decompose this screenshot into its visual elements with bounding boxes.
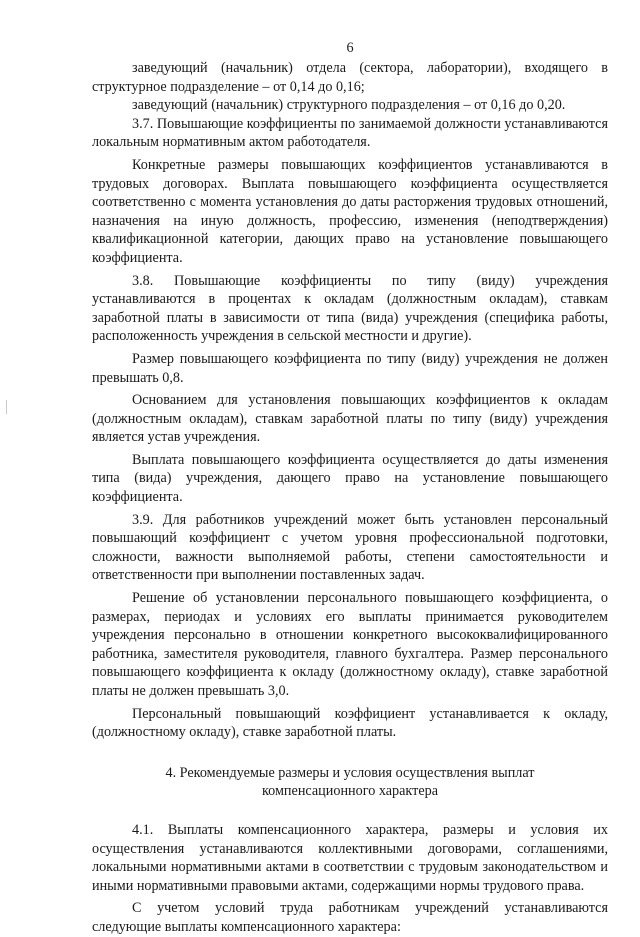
paragraph: Решение об установлении персонального повышающего коэффициента, о размерах, периодах и условиях его выплаты принимается руководителем учреждения персонально в отношении конкретного высококвалифицированного работника, заместителя руководителя, главного бухгалтера. Размер персонального повышающего коэффициента к окладу (должностному окладу), ставке заработной платы не должен превышать 3,0. <box>92 590 608 699</box>
paragraph: заведующий (начальник) отдела (сектора, лаборатории), входящего в структурное подразделение – от 0,14 до 0,16; <box>92 60 608 95</box>
page-number: 6 <box>346 40 354 56</box>
paragraph: Размер повышающего коэффициента по типу (виду) учреждения не должен превышать 0,8. <box>92 350 608 386</box>
paragraph: Выплата повышающего коэффициента осуществляется до даты изменения типа (вида) учреждения, дающего право на установление повышающего коэффициента. <box>92 451 608 506</box>
section-heading <box>92 764 608 801</box>
paragraph: 3.8. Повышающие коэффициенты по типу (виду) учреждения устанавливаются в процентах к окладам (должностным окладам), ставкам заработной платы в зависимости от типа (вида) учреждения (специфика работы, расположенность учреждения в сельской местности и другие). <box>92 272 608 345</box>
section-heading-line-2: компенсационного характера <box>261 783 439 800</box>
paragraph: 4.1. Выплаты компенсационного характера, размеры и условия их осуществления устанавливаются коллективными договорами, соглашениями, локальными нормативными актами в соответствии с трудовым законодательством и иными нормативными правовыми актами, содержащими нормы трудового права. <box>92 821 608 894</box>
section-heading-line-1: 4. Рекомендуемые размеры и условия осуществления выплат <box>165 764 535 781</box>
paragraph: С учетом условий труда работникам учреждений устанавливаются следующие выплаты компенсационного характера: <box>92 900 608 935</box>
paragraph: 3.9. Для работников учреждений может быть установлен персональный повышающий коэффициент с учетом уровня профессиональной подготовки, сложности, важности выполняемой работы, степени самостоятельности и ответственности при выполнении поставленных задач. <box>92 511 608 584</box>
paragraph: заведующий (начальник) структурного подразделения – от 0,16 до 0,20. <box>132 97 566 114</box>
paragraph: Основанием для установления повышающих коэффициентов к окладам (должностным окладам), ставкам заработной платы по типу (виду) учреждения является устав учреждения. <box>92 392 608 446</box>
paragraph: 3.7. Повышающие коэффициенты по занимаемой должности устанавливаются локальным нормативным актом работодателя. <box>92 115 608 151</box>
paragraph: Персональный повышающий коэффициент устанавливается к окладу, (должностному окладу), ставке заработной платы. <box>92 705 608 741</box>
scan-artifact <box>6 400 7 414</box>
paragraph: Конкретные размеры повышающих коэффициентов устанавливаются в трудовых договорах. Выплата повышающего коэффициента осуществляется соответственно с момента установления до даты расторжения трудовых отношений, назначения на иную должность, профессию, изменения (неподтверждения) квалификационной категории, дающих право на установление повышающего коэффициента. <box>92 156 608 266</box>
